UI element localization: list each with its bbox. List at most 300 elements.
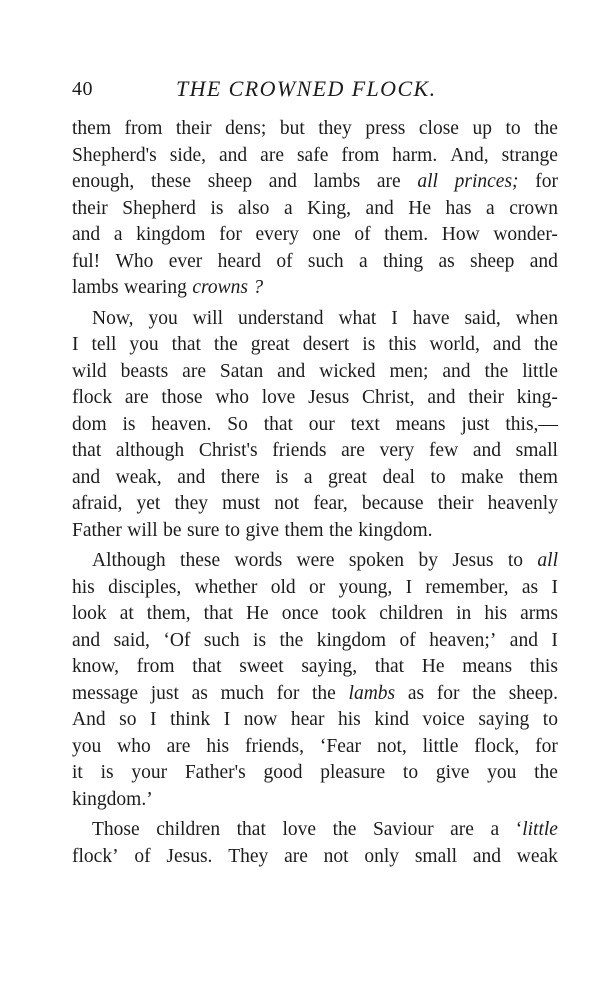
text-line <box>72 143 558 170</box>
text-line <box>72 275 558 302</box>
text-line <box>72 844 558 871</box>
word: the <box>312 682 336 704</box>
italic-text: crowns <box>192 277 248 298</box>
word: that <box>192 656 222 677</box>
text-line <box>72 707 558 734</box>
word: his <box>484 603 508 624</box>
word: as <box>521 576 539 598</box>
word: press <box>365 118 406 139</box>
word: ever <box>168 250 203 272</box>
word <box>192 275 248 302</box>
word: a <box>490 819 500 840</box>
word: text <box>350 413 380 435</box>
word: wonder- <box>493 224 558 245</box>
word: they <box>174 493 209 514</box>
word: sure <box>186 519 220 541</box>
word: and <box>492 334 522 355</box>
word: the <box>472 682 497 704</box>
word: that <box>374 656 405 677</box>
word: yet <box>136 493 161 514</box>
word: Satan <box>219 360 264 382</box>
word: heard <box>217 250 261 272</box>
word: the <box>534 762 558 783</box>
word: dens; <box>225 118 267 139</box>
paragraph <box>72 548 558 813</box>
word: ‘Of <box>163 629 191 651</box>
word: their <box>175 118 212 139</box>
word: men; <box>389 360 429 382</box>
word: it <box>72 762 83 783</box>
word: safe <box>296 144 329 166</box>
word: great <box>250 334 290 355</box>
word: And <box>72 709 106 730</box>
word: Christ's <box>198 440 258 461</box>
word: to <box>224 519 241 541</box>
word: saying <box>478 709 530 730</box>
word: just <box>461 413 490 435</box>
word: a <box>283 197 293 219</box>
word: are <box>341 440 365 461</box>
word: much <box>220 682 264 704</box>
word: give <box>435 762 470 783</box>
word: the <box>534 334 558 355</box>
word: small <box>414 845 458 867</box>
page-header <box>72 74 560 104</box>
text-line <box>72 359 558 386</box>
word: sweet <box>239 656 284 677</box>
word: arms <box>520 603 558 624</box>
word: And, <box>450 144 489 166</box>
word: saying, <box>301 656 358 677</box>
word <box>537 548 558 575</box>
word: there <box>220 466 260 488</box>
word: young, <box>338 576 393 598</box>
word: of <box>276 250 293 272</box>
word: ‘little <box>515 819 558 840</box>
word: heavenly <box>487 493 558 514</box>
word: Now, <box>92 307 134 329</box>
word: were <box>296 550 335 571</box>
word <box>349 681 396 708</box>
word: but <box>279 118 305 139</box>
word: for <box>219 224 242 245</box>
word: his <box>72 576 95 598</box>
word: or <box>309 576 326 598</box>
word: what <box>338 307 377 329</box>
word: fear, <box>313 493 348 514</box>
word: to <box>505 118 521 139</box>
word: is <box>362 334 376 355</box>
text-line <box>72 169 558 196</box>
word: tell <box>91 334 117 355</box>
word: small <box>515 440 558 461</box>
word: think <box>170 709 211 730</box>
word: make <box>461 466 504 488</box>
word: enough, <box>72 171 135 192</box>
word: and <box>529 250 558 272</box>
word: must <box>222 493 261 514</box>
word: close <box>418 118 459 139</box>
word: are <box>284 845 308 867</box>
word: world, <box>429 334 480 355</box>
word: sheep <box>470 250 515 272</box>
word: has <box>445 197 472 219</box>
text-line <box>72 385 558 412</box>
word: Those <box>92 819 140 840</box>
word: took <box>331 603 367 624</box>
word: Jesus. <box>166 845 213 867</box>
word: them. <box>384 224 429 245</box>
word: is <box>253 629 267 651</box>
word: are <box>124 387 149 408</box>
word: is <box>122 413 136 435</box>
italic-text: lambs <box>348 682 396 704</box>
word: friends, <box>244 735 305 757</box>
word: understand <box>237 307 324 329</box>
word: Shepherd's <box>72 144 157 166</box>
word: heaven. <box>151 413 212 435</box>
text-line <box>72 548 558 575</box>
word: flock, <box>474 735 520 757</box>
running-head: THE CROWNED FLOCK. <box>176 76 437 101</box>
word: now <box>243 709 278 730</box>
word: kind <box>374 709 409 730</box>
word: desert <box>302 334 350 355</box>
word: them <box>518 466 558 488</box>
word: king- <box>516 387 558 408</box>
word: these <box>180 550 221 571</box>
word: from <box>136 656 175 677</box>
word: wild <box>72 360 107 382</box>
word: Jesus <box>308 387 350 408</box>
word: up <box>472 118 492 139</box>
word: Father's <box>184 762 246 783</box>
word: and <box>509 629 538 651</box>
word: you <box>129 334 159 355</box>
page-number: 40 <box>72 78 93 100</box>
word: kingdom. <box>358 519 433 541</box>
word: lambs <box>313 171 361 192</box>
word: that <box>203 603 233 624</box>
word: and <box>472 845 501 867</box>
word: love <box>261 387 296 408</box>
word: I <box>405 576 413 598</box>
word: kingdom <box>316 629 387 651</box>
word <box>455 169 519 196</box>
word: lambs <box>72 277 119 298</box>
word: great <box>328 466 367 488</box>
word: spoken <box>348 550 405 571</box>
word: hear <box>290 709 325 730</box>
word: few <box>428 440 459 461</box>
word: good <box>263 762 303 783</box>
word: He <box>421 656 445 677</box>
italic-text: all <box>537 550 558 571</box>
word: the <box>534 118 558 139</box>
text-line <box>72 787 558 814</box>
word: only <box>364 845 400 867</box>
word: this,— <box>505 413 558 435</box>
word: the <box>332 819 357 840</box>
word: when <box>515 307 558 329</box>
word: just <box>150 682 179 704</box>
word: Father <box>72 519 122 541</box>
text-line <box>72 628 558 655</box>
word: beasts <box>120 360 169 382</box>
word <box>417 169 438 196</box>
word: once <box>281 603 319 624</box>
word: Jesus <box>452 550 494 571</box>
text-line <box>72 575 558 602</box>
word: Who <box>115 250 154 272</box>
body-text <box>72 116 558 870</box>
word: children <box>379 603 444 624</box>
word: the <box>279 629 304 651</box>
word: not <box>274 493 300 514</box>
word: dom <box>72 413 107 435</box>
word: for <box>436 682 460 704</box>
word: friends <box>272 440 327 461</box>
word: from <box>124 118 163 139</box>
text-line <box>72 306 558 333</box>
word: their <box>72 197 108 219</box>
word: will <box>192 307 223 329</box>
word: those <box>161 387 203 408</box>
text-line <box>72 491 558 518</box>
word: means <box>395 413 446 435</box>
word: weak <box>516 845 558 867</box>
word: to <box>542 709 558 730</box>
word: of <box>399 629 416 651</box>
text-line <box>72 116 558 143</box>
text-line <box>72 465 558 492</box>
word: and <box>268 171 297 192</box>
word: I <box>150 709 157 730</box>
word: that <box>236 819 266 840</box>
word: that <box>171 334 201 355</box>
word: them <box>284 519 324 541</box>
word: a <box>486 197 495 219</box>
word: his <box>206 735 230 757</box>
italic-text: little <box>522 819 558 840</box>
word: for <box>276 682 300 704</box>
word: I <box>72 334 79 355</box>
word: sheep. <box>508 682 558 704</box>
text-line <box>72 412 558 439</box>
word: so <box>119 709 137 730</box>
word: How <box>441 224 480 245</box>
word: sheep <box>207 171 253 192</box>
word: kingdom.’ <box>72 788 153 810</box>
word: flock <box>72 387 113 408</box>
word: He <box>408 197 431 219</box>
word: to <box>402 762 419 783</box>
word: our <box>308 413 335 435</box>
word: who <box>215 387 249 408</box>
word: Christ, <box>362 387 415 408</box>
word: I <box>223 709 231 730</box>
word: give <box>245 519 280 541</box>
text-line <box>72 817 558 844</box>
word: will <box>127 519 158 541</box>
word: you <box>487 762 517 783</box>
word: afraid, <box>72 493 123 514</box>
word: means <box>462 656 513 677</box>
word: this <box>529 656 558 677</box>
word: So <box>227 413 248 435</box>
word: the <box>484 360 509 382</box>
word: whether <box>194 576 258 598</box>
word: are <box>166 735 191 757</box>
word: kingdom <box>136 224 206 245</box>
word: is <box>275 466 289 488</box>
word: Saviour <box>372 819 434 840</box>
word: they <box>318 118 352 139</box>
word: and <box>72 629 101 651</box>
text-line <box>72 222 558 249</box>
word: know, <box>72 656 119 677</box>
word: as <box>407 682 425 704</box>
word: said, <box>113 629 150 651</box>
word: side, <box>169 144 207 166</box>
word: heaven;’ <box>429 629 497 651</box>
word: the <box>329 519 353 541</box>
word: of <box>134 845 151 867</box>
word: although <box>115 440 185 461</box>
word: flock’ <box>72 845 119 867</box>
word: are <box>376 171 401 192</box>
italic-text: princes; <box>454 171 519 192</box>
word: to <box>507 550 524 571</box>
text-line <box>72 681 558 708</box>
word: are <box>182 360 206 382</box>
word: and <box>442 360 471 382</box>
word: because <box>361 493 424 514</box>
word: I <box>551 576 558 598</box>
word: is <box>210 197 224 219</box>
word: and <box>427 387 456 408</box>
word: Although <box>92 550 166 571</box>
word: their <box>468 387 504 408</box>
word: be <box>163 519 182 541</box>
word: thing <box>383 250 424 272</box>
word: for <box>535 735 558 757</box>
word: message <box>72 682 139 704</box>
word: their <box>437 493 474 514</box>
word: children <box>156 819 221 840</box>
word: a <box>113 224 123 245</box>
word: are <box>260 144 284 166</box>
paragraph <box>72 817 558 870</box>
word: and <box>277 360 306 382</box>
word: ‘Fear <box>319 735 362 757</box>
word: Shepherd <box>122 197 196 219</box>
text-line <box>72 654 558 681</box>
word: weak, <box>115 466 162 488</box>
word: that <box>263 413 293 435</box>
word: you <box>148 307 178 329</box>
word: one <box>312 224 341 245</box>
word: wearing <box>124 277 187 298</box>
word: He <box>245 603 269 624</box>
paragraph <box>72 116 558 302</box>
paragraph <box>72 306 558 545</box>
word: in <box>456 603 472 624</box>
word: as <box>438 250 455 272</box>
word: this <box>388 334 417 355</box>
word: old <box>270 576 296 598</box>
word: as <box>191 682 208 704</box>
word: wicked <box>319 360 376 382</box>
word: by <box>418 550 438 571</box>
word: a <box>359 250 368 272</box>
word: harm. <box>392 144 438 166</box>
text-line <box>72 249 558 276</box>
word: disciples, <box>108 576 182 598</box>
word: words <box>234 550 283 571</box>
word: strange <box>501 144 558 166</box>
word: very <box>379 440 415 461</box>
word: ful! <box>72 250 101 272</box>
word: deal <box>382 466 415 488</box>
word: said, <box>464 307 501 329</box>
text-line <box>72 518 558 545</box>
word: his <box>338 709 361 730</box>
word: your <box>131 762 168 783</box>
word: of <box>354 224 371 245</box>
text-line <box>72 332 558 359</box>
word: have <box>412 307 450 329</box>
word: little <box>522 360 558 382</box>
word: I <box>551 629 558 651</box>
word: King, <box>307 197 352 219</box>
text-line <box>72 734 558 761</box>
word: the <box>213 334 238 355</box>
word: look <box>72 603 107 624</box>
italic-text: ? <box>253 277 264 298</box>
word: remember, <box>425 576 509 598</box>
word: crown <box>509 197 558 219</box>
italic-text: all <box>417 171 438 192</box>
text-line <box>72 760 558 787</box>
word: also <box>238 197 270 219</box>
word: not, <box>376 735 407 757</box>
word: are <box>450 819 474 840</box>
word: to <box>430 466 446 488</box>
word: that <box>72 440 102 461</box>
word <box>253 275 263 302</box>
word: voice <box>422 709 465 730</box>
word: and <box>472 440 501 461</box>
word: and <box>219 144 248 166</box>
word: and <box>72 224 101 245</box>
word: I <box>391 307 398 329</box>
word: them <box>72 118 111 139</box>
word: you <box>72 735 102 757</box>
word: such <box>203 629 240 651</box>
word: a <box>303 466 313 488</box>
word: and <box>177 466 206 488</box>
word: for <box>535 171 558 192</box>
word: these <box>150 171 192 192</box>
word: from <box>341 144 380 166</box>
word: love <box>282 819 317 840</box>
text-line <box>72 601 558 628</box>
word: them, <box>146 603 191 624</box>
text-line <box>72 196 558 223</box>
word: and <box>72 466 101 488</box>
word: little <box>422 735 459 757</box>
